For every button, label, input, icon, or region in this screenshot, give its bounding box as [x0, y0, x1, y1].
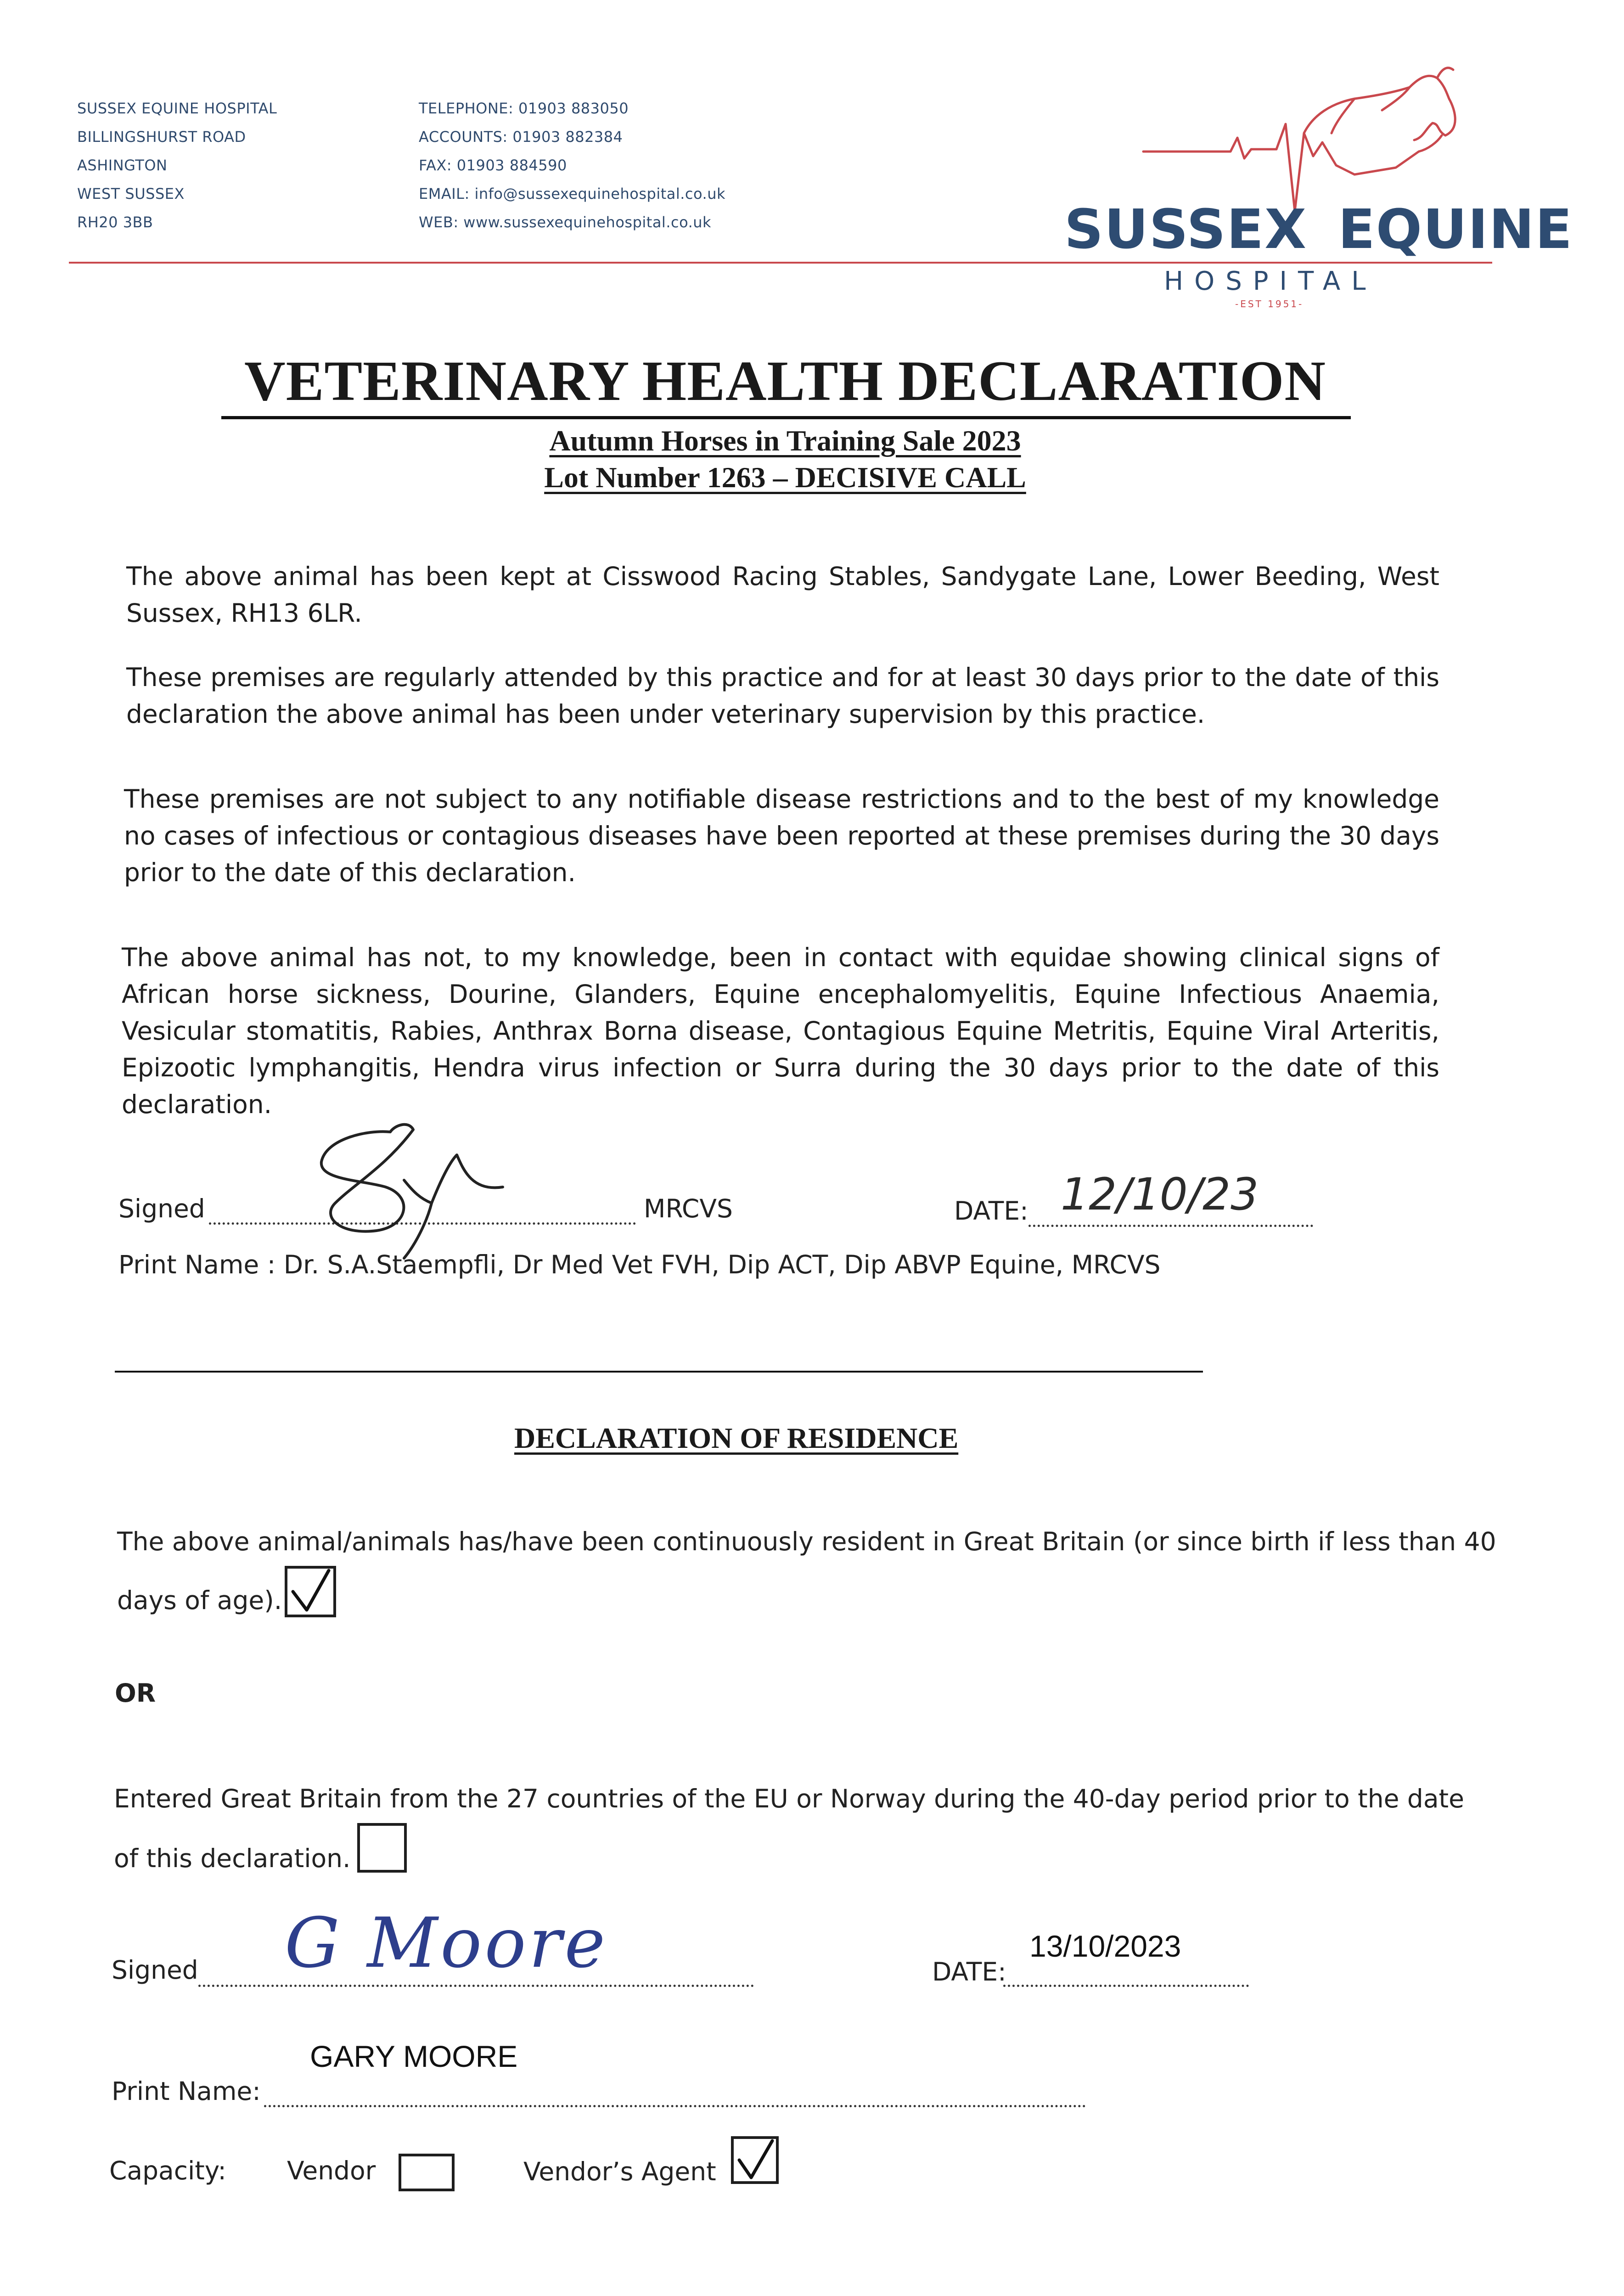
residence-option1-line1: The above animal/animals has/have been continuously resident in Great Britain (or since birth if less than 40	[117, 1527, 1496, 1556]
vendor-label: Vendor	[287, 2156, 376, 2185]
address-line: ASHINGTON	[77, 157, 168, 174]
address-line: BILLINGSHURST ROAD	[77, 128, 246, 146]
residence-option2-line1: Entered Great Britain from the 27 countries of the EU or Norway during the 40-day period prior to the date	[114, 1784, 1464, 1813]
logo-est: -EST 1951-	[1235, 298, 1304, 310]
address-line: SUSSEX EQUINE HOSPITAL	[77, 100, 277, 117]
page-title-underline	[221, 416, 1351, 419]
contact-email: EMAIL: info@sussexequinehospital.co.uk	[419, 185, 726, 203]
paragraph-disease-restrictions: These premises are not subject to any notifiable disease restrictions and to the best of my knowledge no cases of infectious or contagious diseases have been reported at these premises during the 30 days prior to the date of this declaration.	[124, 784, 1439, 887]
residence-option1-checkbox[interactable]	[285, 1566, 336, 1617]
contact-telephone: TELEPHONE: 01903 883050	[419, 100, 629, 117]
page-title: VETERINARY HEALTH DECLARATION	[244, 349, 1326, 412]
residence-option2-line2: of this declaration.	[114, 1844, 351, 1873]
logo-word-equine: EQUINE	[1338, 197, 1573, 261]
paragraph-supervision: These premises are regularly attended by this practice and for at least 30 days prior to the date of this declaration the above animal has been under veterinary supervision by this practice.	[126, 663, 1439, 729]
vendor-print-name-line	[264, 2105, 1086, 2107]
vendor-signature: G Moore	[285, 1903, 608, 1983]
address-line: WEST SUSSEX	[77, 185, 185, 203]
residence-option2-checkbox[interactable]	[357, 1823, 407, 1873]
logo-sub: HOSPITAL	[1164, 266, 1377, 296]
vendor-agent-checkbox[interactable]	[731, 2136, 779, 2184]
address-block	[77, 94, 277, 236]
lot-subtitle	[0, 459, 1570, 496]
vendor-checkbox[interactable]	[399, 2154, 455, 2191]
lot-number: Lot Number 1263 – DECISIVE CALL	[544, 461, 1026, 494]
residence-option1-line2: days of age).	[117, 1586, 282, 1615]
contact-accounts: ACCOUNTS: 01903 882384	[419, 128, 623, 146]
vendor-date-value: 13/10/2023	[1029, 1929, 1181, 1963]
vendor-signed-label: Signed	[112, 1955, 198, 1985]
contact-fax: FAX: 01903 884590	[419, 157, 567, 174]
check-mark-icon	[287, 1569, 333, 1615]
vendor-print-name-label: Print Name:	[112, 2077, 261, 2106]
residence-heading-text: DECLARATION OF RESIDENCE	[514, 1422, 959, 1454]
vet-mrcvs-suffix: MRCVS	[644, 1194, 733, 1223]
or-label: OR	[115, 1678, 156, 1708]
vet-date-label: DATE:	[954, 1196, 1028, 1226]
contact-block	[419, 94, 725, 236]
vendor-print-name-value: GARY MOORE	[310, 2039, 518, 2073]
contact-web: WEB: www.sussexequinehospital.co.uk	[419, 214, 712, 231]
section-divider	[115, 1371, 1203, 1373]
paragraph-contact-equidae: The above animal has not, to my knowledge, been in contact with equidae showing clinical signs of African horse sickness, Dourine, Glanders, Equine encephalomyelitis, Equine Infectious Anaemia, Vesicular stomatitis, Rabies, Anthrax Borna disease, Contagious Equine Metritis, Equine Viral Arteritis, Epizootic lymphangitis, Hendra virus infection or Surra during the 30 days prior to the date of this declaration.	[122, 943, 1439, 1119]
sale-name: Autumn Horses in Training Sale 2023	[549, 424, 1021, 457]
vet-signature	[294, 1111, 514, 1263]
horse-heartbeat-logo-icon	[1139, 60, 1469, 211]
check-mark-icon	[734, 2139, 776, 2181]
vet-date-line	[1028, 1225, 1313, 1227]
vet-signed-label: Signed	[118, 1194, 205, 1223]
paragraph-premises: The above animal has been kept at Cisswood Racing Stables, Sandygate Lane, Lower Beeding, West Sussex, RH13 6LR.	[126, 562, 1439, 628]
vendor-agent-label: Vendor’s Agent	[523, 2157, 716, 2186]
address-line: RH20 3BB	[77, 214, 153, 231]
logo-wordmark	[1064, 197, 1573, 261]
sale-subtitle	[0, 422, 1570, 459]
logo-word-sussex: SUSSEX	[1064, 197, 1308, 261]
capacity-label: Capacity:	[109, 2156, 226, 2185]
vendor-signature-line	[198, 1985, 754, 1987]
vendor-date-line	[1003, 1985, 1249, 1987]
vet-date-value: 12/10/23	[1061, 1169, 1259, 1220]
vendor-date-label: DATE:	[932, 1957, 1006, 1986]
vet-print-name: Print Name : Dr. S.A.Staempfli, Dr Med Vet FVH, Dip ACT, Dip ABVP Equine, MRCVS	[118, 1250, 1161, 1279]
residence-heading	[514, 1421, 958, 1455]
header-divider	[69, 262, 1492, 264]
